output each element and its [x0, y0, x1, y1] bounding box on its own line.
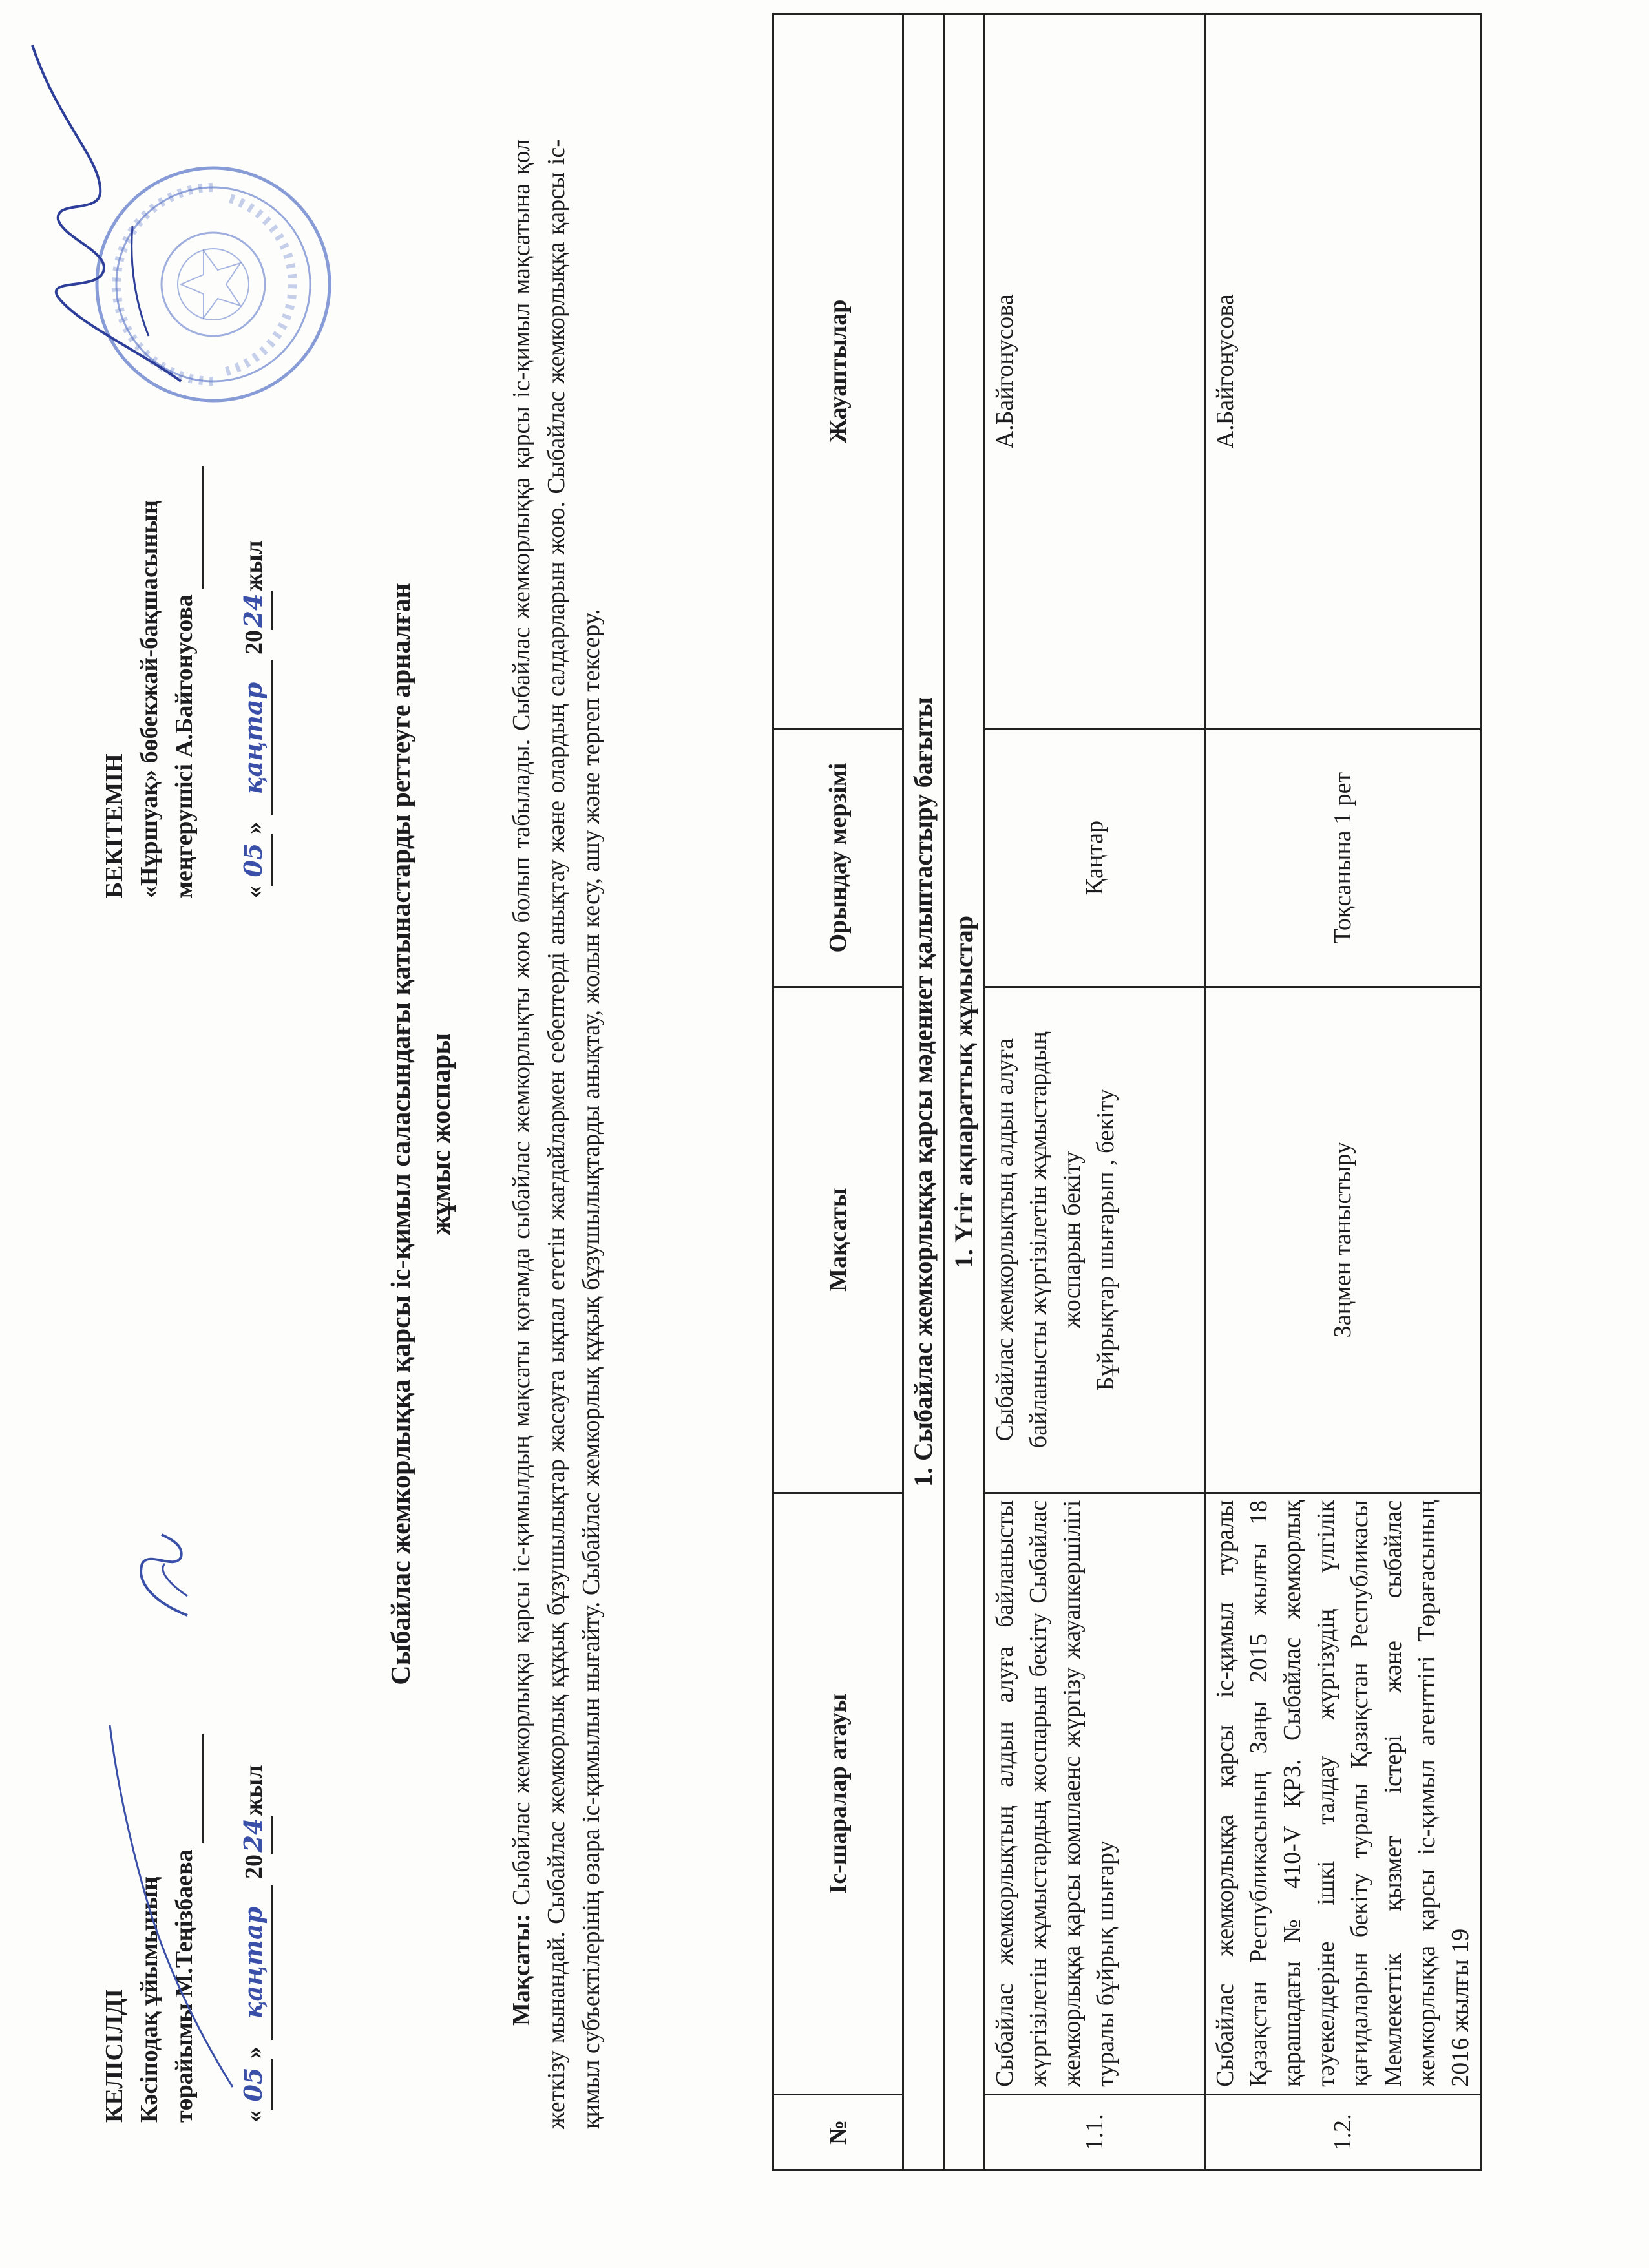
row-deadline: Тоқсанына 1 рет — [1205, 729, 1481, 987]
table-section-row — [903, 14, 944, 2170]
agreed-heading: КЕЛІСІЛДІ — [101, 1989, 128, 2123]
agreed-date-day: 05 — [236, 2059, 273, 2110]
header-goal: Мақсаты — [773, 987, 903, 1493]
agreed-date-month: қаңтар — [236, 1885, 273, 2041]
agreed-line-1: Кәсіподақ ұйымының — [136, 1876, 163, 2123]
approve-date-year-word: жыл — [240, 540, 268, 591]
row-deadline: Қаңтар — [985, 729, 1205, 987]
approve-heading: БЕКІТЕМІН — [101, 753, 128, 898]
row-responsible: А.Байгонусова — [1205, 14, 1481, 730]
row-activity-name: Сыбайлас жемкорлыққа қарсы іс-қимыл туралы Қазақстан Республикасының Заңы 2015 жылғы 18 қарашадағы № 410-V ҚРЗ. Сыбайлас жемкорлық тәуекелдеріне ішкі талдау жүргізудің үлгілік қағидаларын бекіту туралы Қазақстан Республикасы Мемлекеттік қызмет істері және сыбайлас жемкорлыққа қарсы іс-қимыл агенттігі Төрағасының 2016 жылғы 19 — [1205, 1493, 1481, 2094]
header-activity-name: Іс-шаралар атауы — [773, 1493, 903, 2094]
header-deadline: Орындау мерзімі — [773, 729, 903, 987]
row-responsible: А.Байгонусова — [985, 14, 1205, 730]
purpose-label: Мақсаты: — [508, 1913, 535, 2026]
row-goal-line-2: Бұйрықтар шығарып , бекіту — [1092, 1089, 1119, 1391]
row-goal: Заңмен таныстыру — [1205, 987, 1481, 1493]
agreed-signer: төрайымы М.Теңізбаева — [171, 1849, 198, 2123]
approve-signature-line — [167, 466, 204, 589]
subsection-title: 1. Үгіт ақпараттық жұмыстар — [944, 14, 985, 2170]
table-row — [1205, 14, 1481, 2170]
approve-signer: меңгерушісі А.Байгонусова — [171, 594, 198, 898]
document-title — [381, 0, 461, 2268]
row-num: 1.2. — [1205, 2094, 1481, 2170]
header-num: № — [773, 2094, 903, 2170]
agreed-date-year-word: жыл — [240, 1765, 268, 1816]
purpose-text: Сыбайлас жемкорлыққа қарсы іс-қимылдың мақсаты қоғамда сыбайлас жемкорлықты жою болып табылады. Сыбайлас жемкорлыққа қарсы іс-қимыл мақсатына қол жеткізу мынандай. Сыбайлас жемкорлық құқық бұзушылықтар жасауға ықпал ететін жағдайлармен себептерді анықтау және олардың салдарларын жою. Сыбайлас жемкорлыққа қарсы іс-қимыл субъектілерінің өзара іс-қимылын нығайту. Сыбайлас жемкорлық құқық бұзушылықтарды анықтау, жолын кесу, ашу және тергеп тексеру. — [508, 139, 605, 2129]
approve-line-1: «Нұршуақ» бөбекжай-бақшасының — [136, 500, 163, 898]
table-header-row — [773, 14, 903, 2170]
approve-date-year-suffix: 24 — [236, 591, 273, 630]
table-subsection-row — [944, 14, 985, 2170]
approve-signature-icon — [19, 32, 213, 433]
document-title-line-1: Сыбайлас жемкорлыққа қарсы іс-қимыл саласындағы қатынастарды реттеуге арналған — [386, 583, 416, 1685]
table-row — [985, 14, 1205, 2170]
header-responsible: Жауаптылар — [773, 14, 903, 730]
approve-date-month: қаңтар — [236, 661, 273, 816]
agreed-date-year-prefix: 20 — [240, 1854, 268, 1879]
purpose-paragraph — [504, 139, 609, 2129]
approve-date-open-quote: « — [240, 886, 268, 898]
work-plan-table — [772, 13, 1482, 2171]
agreed-date-year-suffix: 24 — [236, 1816, 273, 1854]
agreed-signature-icon — [39, 1531, 258, 2113]
approve-date-day: 05 — [236, 834, 273, 886]
row-goal-line-1: Сыбайлас жемкорлықтың алдын алуға байланысты жүргізілетін жұмыстардың жоспарын бекіту — [991, 1031, 1086, 1449]
approve-date-close-quote: » — [240, 822, 268, 834]
section-title: 1. Сыбайлас жемкорлыққа қарсы мәдениет қалыптастыру бағыты — [903, 14, 944, 2170]
row-activity-name: Сыбайлас жемкорлықтың алдын алуға байланысты жүргізілетін жұмыстардың жоспарын бекіту Сыбайлас жемкорлыққа қарсы комплаенс жүргізу жауапкершілігі туралы бұйрық шығару — [985, 1493, 1205, 2094]
agreed-date-open-quote: « — [240, 2110, 268, 2123]
row-goal — [985, 987, 1205, 1493]
approve-date-year-prefix: 20 — [240, 630, 268, 655]
document-title-line-2: жұмыс жоспары — [426, 1033, 456, 1235]
agreed-date-close-quote: » — [240, 2046, 268, 2059]
row-num: 1.1. — [985, 2094, 1205, 2170]
